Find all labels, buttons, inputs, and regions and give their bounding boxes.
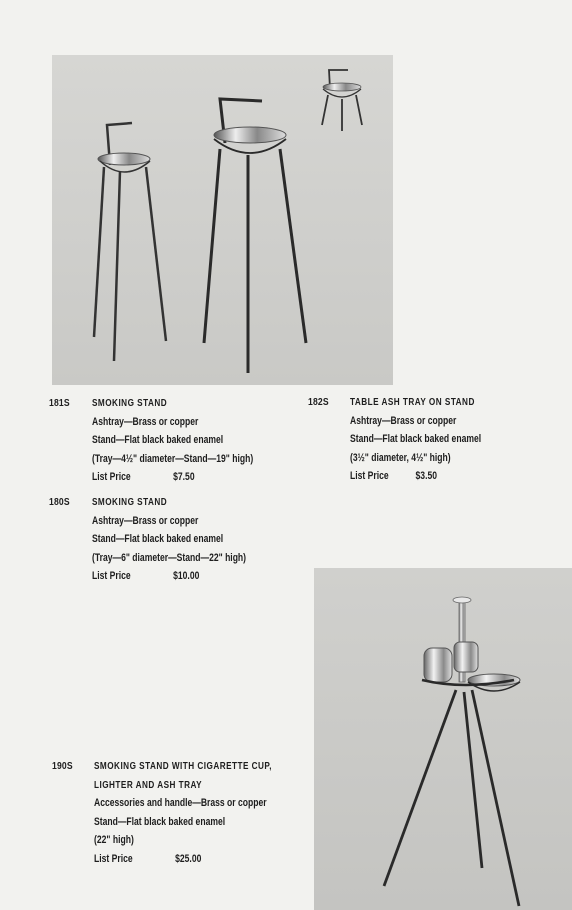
price-value: $25.00 bbox=[175, 852, 202, 865]
item-number: 182S bbox=[308, 396, 329, 408]
item-title: SMOKING STAND WITH CIGARETTE CUP, bbox=[94, 760, 273, 772]
price-label: List Price bbox=[350, 470, 389, 482]
item-spec: (22" high) bbox=[94, 834, 134, 846]
smoking-stands-photo bbox=[52, 55, 393, 385]
item-price-line bbox=[92, 567, 246, 586]
item-spec: Ashtray—Brass or copper bbox=[92, 514, 199, 527]
item-title: SMOKING STAND bbox=[92, 496, 168, 508]
item-spec: Accessories and handle—Brass or copper bbox=[94, 797, 267, 809]
item-spec: (3½" diameter, 4½" high) bbox=[350, 451, 451, 464]
item-title: SMOKING STAND bbox=[92, 397, 168, 409]
item-spec: (Tray—4½" diameter—Stand—19" high) bbox=[92, 452, 254, 465]
item-spec: Stand—Flat black baked enamel bbox=[94, 815, 226, 828]
price-value: $10.00 bbox=[173, 570, 200, 582]
item-title: LIGHTER AND ASH TRAY bbox=[94, 778, 203, 791]
price-label: List Price bbox=[94, 852, 133, 865]
price-label: List Price bbox=[92, 570, 131, 582]
item-number: 190S bbox=[52, 760, 73, 772]
item-price-line bbox=[92, 468, 253, 487]
item-number: 181S bbox=[49, 397, 70, 409]
item-spec: Stand—Flat black baked enamel bbox=[92, 434, 224, 446]
smoking-stand-accessories-photo bbox=[314, 568, 572, 910]
item-number: 180S bbox=[49, 496, 70, 508]
item-spec: Stand—Flat black baked enamel bbox=[92, 533, 224, 545]
price-label: List Price bbox=[92, 471, 131, 483]
price-value: $7.50 bbox=[173, 471, 195, 483]
price-value: $3.50 bbox=[415, 470, 437, 482]
item-spec: Ashtray—Brass or copper bbox=[92, 415, 199, 428]
item-spec: Ashtray—Brass or copper bbox=[350, 414, 457, 427]
item-spec: (Tray—6" diameter—Stand—22" high) bbox=[92, 551, 247, 564]
item-title: TABLE ASH TRAY ON STAND bbox=[350, 396, 475, 408]
item-spec: Stand—Flat black baked enamel bbox=[350, 433, 482, 445]
item-price-line bbox=[94, 850, 272, 869]
item-price-line bbox=[350, 467, 481, 486]
